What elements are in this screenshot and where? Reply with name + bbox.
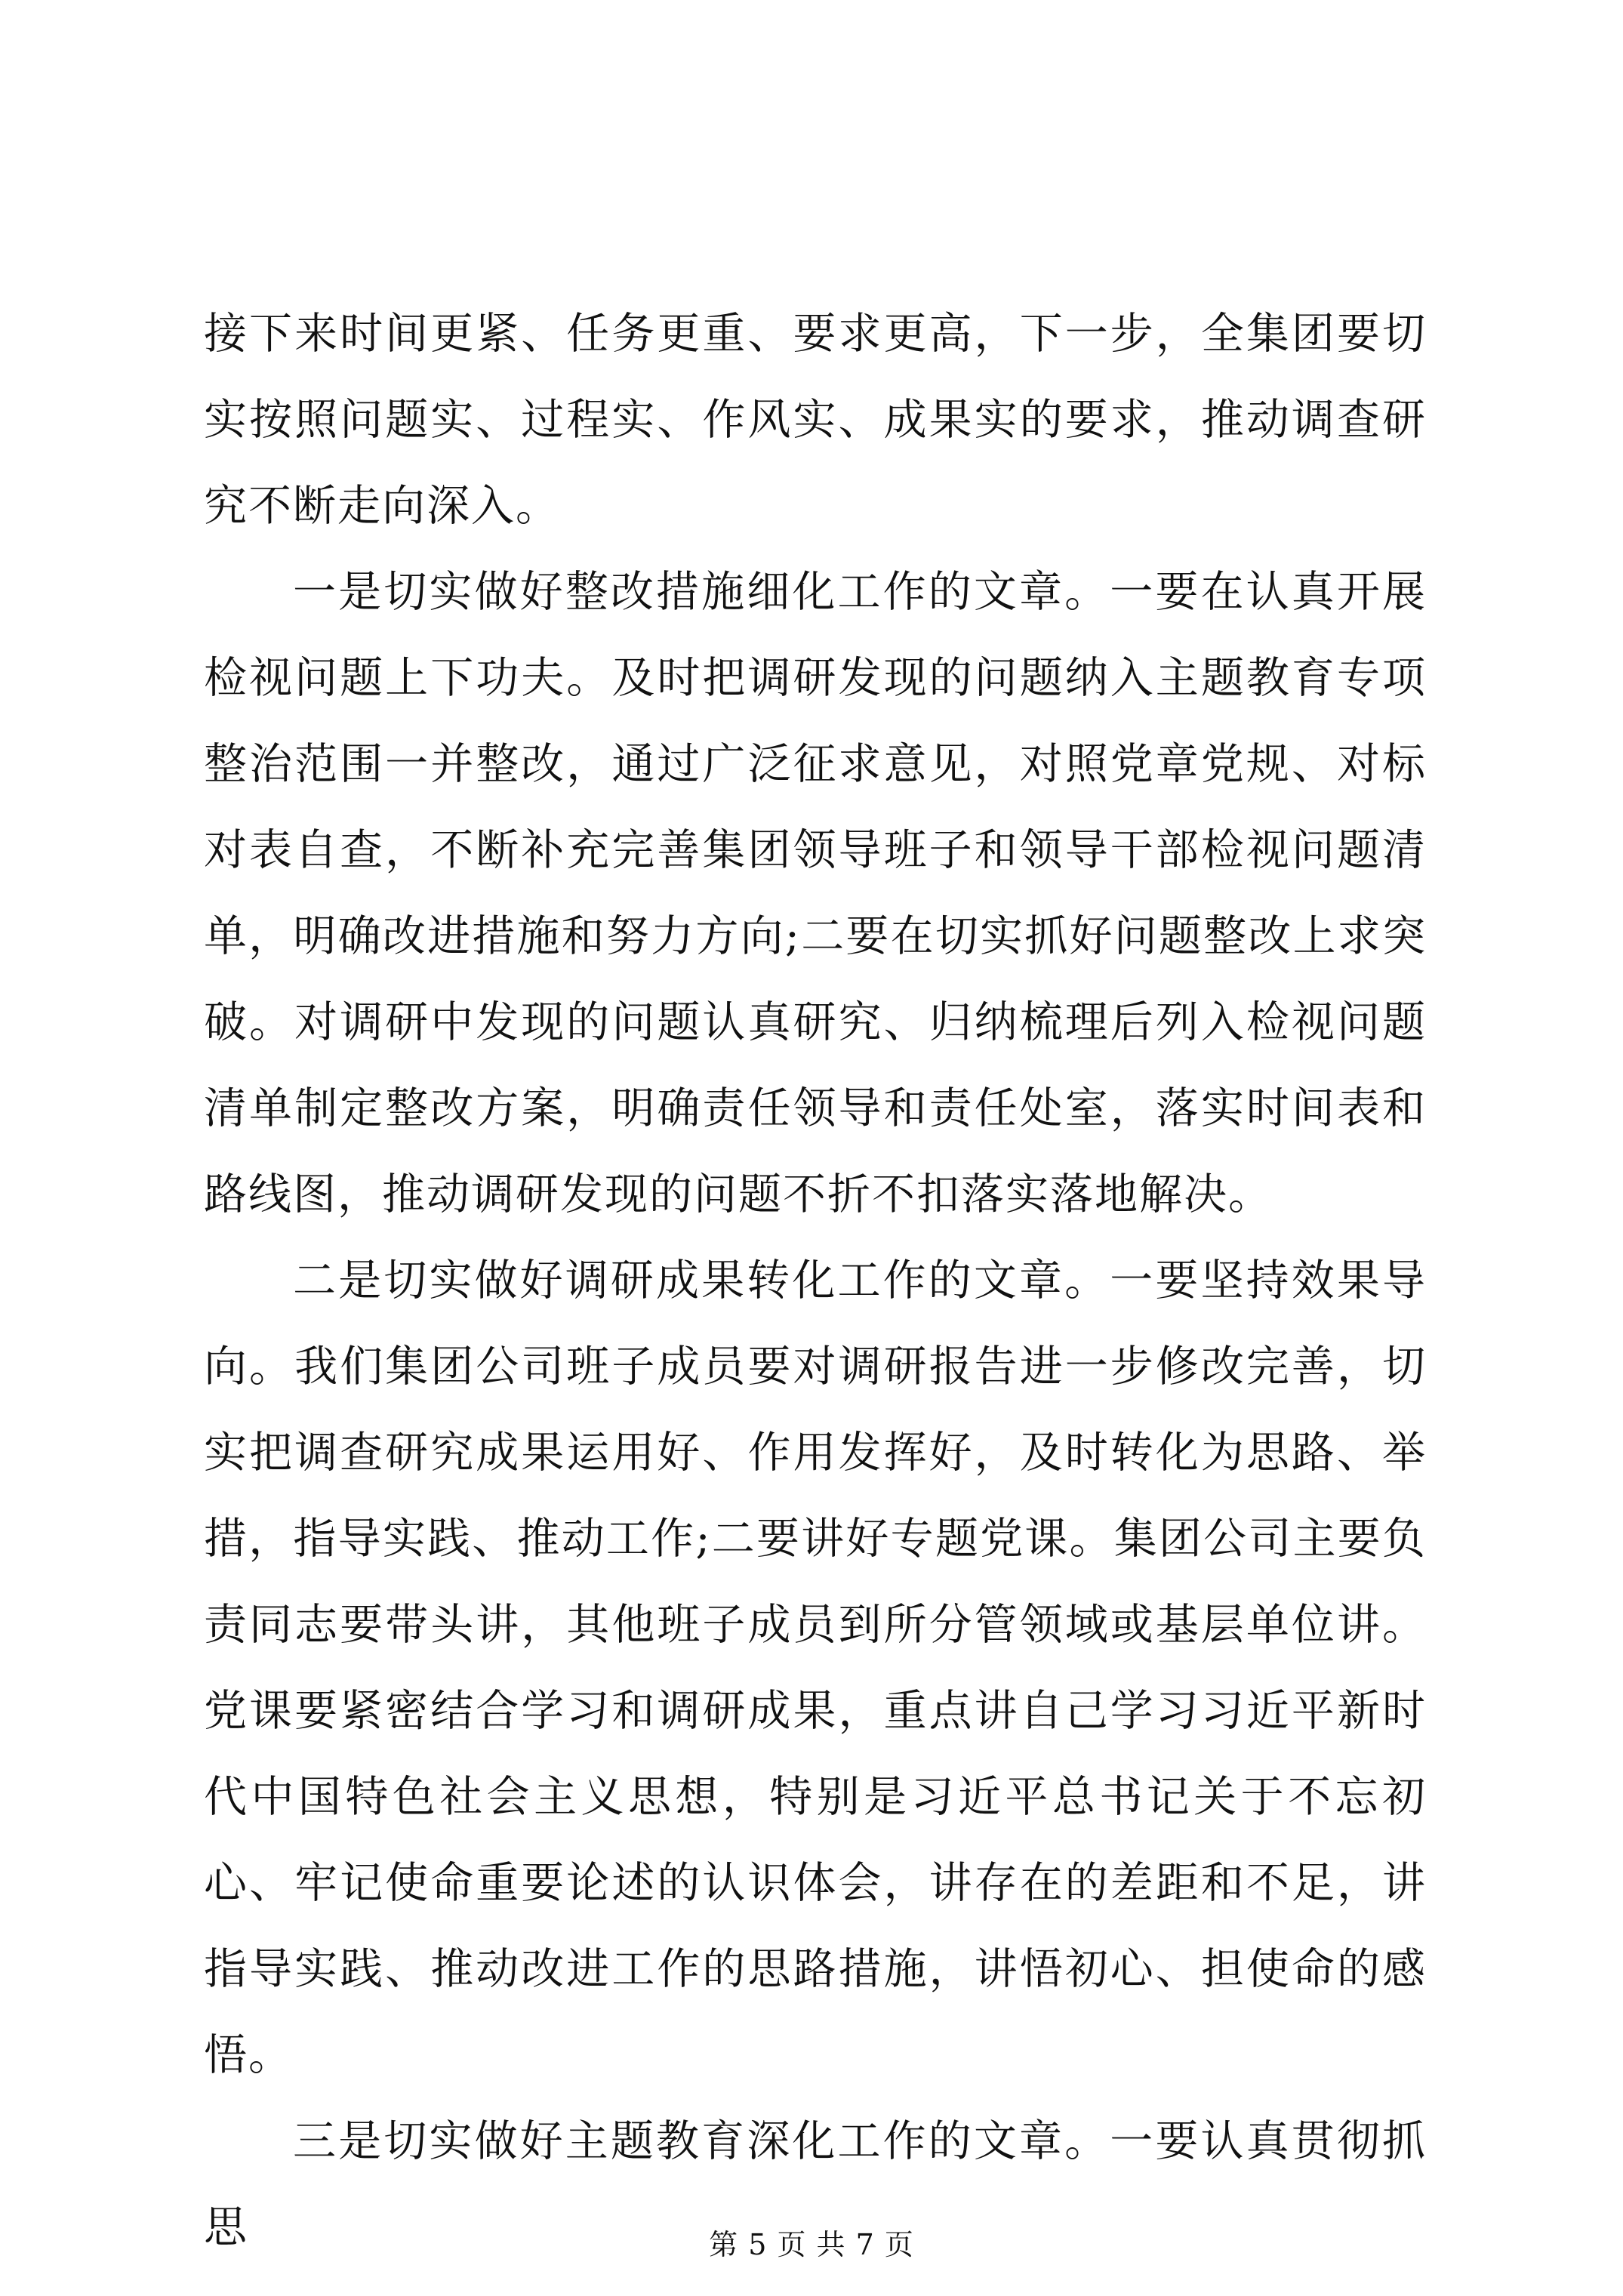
page-number-footer: 第 5 页 共 7 页: [709, 2228, 914, 2261]
paragraph-point-one: 一是切实做好整改措施细化工作的文章。一要在认真开展检视问题上下功夫。及时把调研发现的问题纳入主题教育专项整治范围一并整改，通过广泛征求意见，对照党章党规、对标对表自查，不断补充完善集团领导班子和领导干部检视问题清单，明确改进措施和努力方向;二要在切实抓好问题整改上求突破。对调研中发现的问题认真研究、归纳梳理后列入检视问题清单制定整改方案，明确责任领导和责任处室，落实时间表和路线图，推动调研发现的问题不折不扣落实落地解决。: [204, 567, 1427, 1219]
paragraph-point-three: 三是切实做好主题教育深化工作的文章。一要认真贯彻抓思: [204, 2116, 1427, 2252]
paragraph-point-two: 二是切实做好调研成果转化工作的文章。一要坚持效果导向。我们集团公司班子成员要对调研报告进一步修改完善，切实把调查研究成果运用好、作用发挥好，及时转化为思路、举措，指导实践、推动工作;二要讲好专题党课。集团公司主要负责同志要带头讲，其他班子成员到所分管领域或基层单位讲。党课要紧密结合学习和调研成果，重点讲自己学习习近平新时代中国特色社会主义思想，特别是习近平总书记关于不忘初心、牢记使命重要论述的认识体会，讲存在的差距和不足，讲指导实践、推动改进工作的思路措施，讲悟初心、担使命的感悟。: [204, 1256, 1427, 2080]
paragraph-intro: 接下来时间更紧、任务更重、要求更高，下一步，全集团要切实按照问题实、过程实、作风实、成果实的要求，推动调查研究不断走向深入。: [204, 309, 1427, 531]
document-body: [204, 291, 1427, 2270]
